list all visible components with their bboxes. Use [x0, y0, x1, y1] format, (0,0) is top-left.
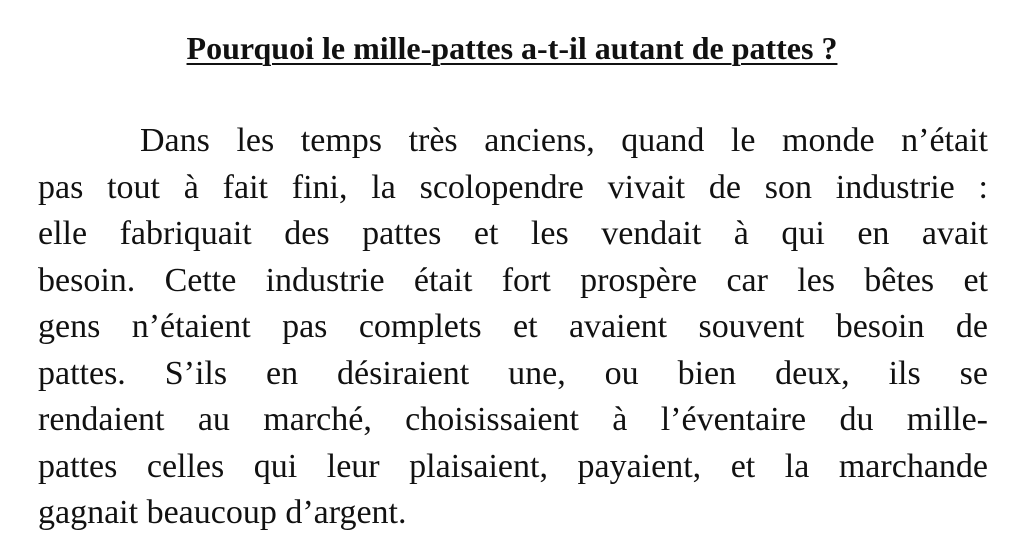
- paragraph-line: besoin. Cette industrie était fort prospère car les bêtes et: [38, 261, 988, 299]
- paragraph-line: gagnait beaucoup d’argent.: [38, 494, 407, 531]
- paragraph-line: pas tout à fait fini, la scolopendre vivait de son industrie :: [38, 168, 988, 206]
- paragraph-line: rendaient au marché, choisissaient à l’éventaire du mille-: [38, 401, 988, 438]
- paragraph-line: pattes. S’ils en désiraient une, ou bien deux, ils se: [38, 354, 988, 392]
- paragraph-line: pattes celles qui leur plaisaient, payaient, et la marchande: [38, 447, 988, 485]
- document-title: [0, 28, 1024, 68]
- document-body: [38, 118, 988, 537]
- paragraph-line: Dans les temps très anciens, quand le monde n’était: [140, 122, 988, 159]
- paragraph-line: elle fabriquait des pattes et les vendait à qui en avait: [38, 215, 988, 252]
- paragraph-line: gens n’étaient pas complets et avaient souvent besoin de: [38, 308, 988, 345]
- document-title-text: Pourquoi le mille-pattes a-t-il autant de pattes ?: [186, 30, 838, 66]
